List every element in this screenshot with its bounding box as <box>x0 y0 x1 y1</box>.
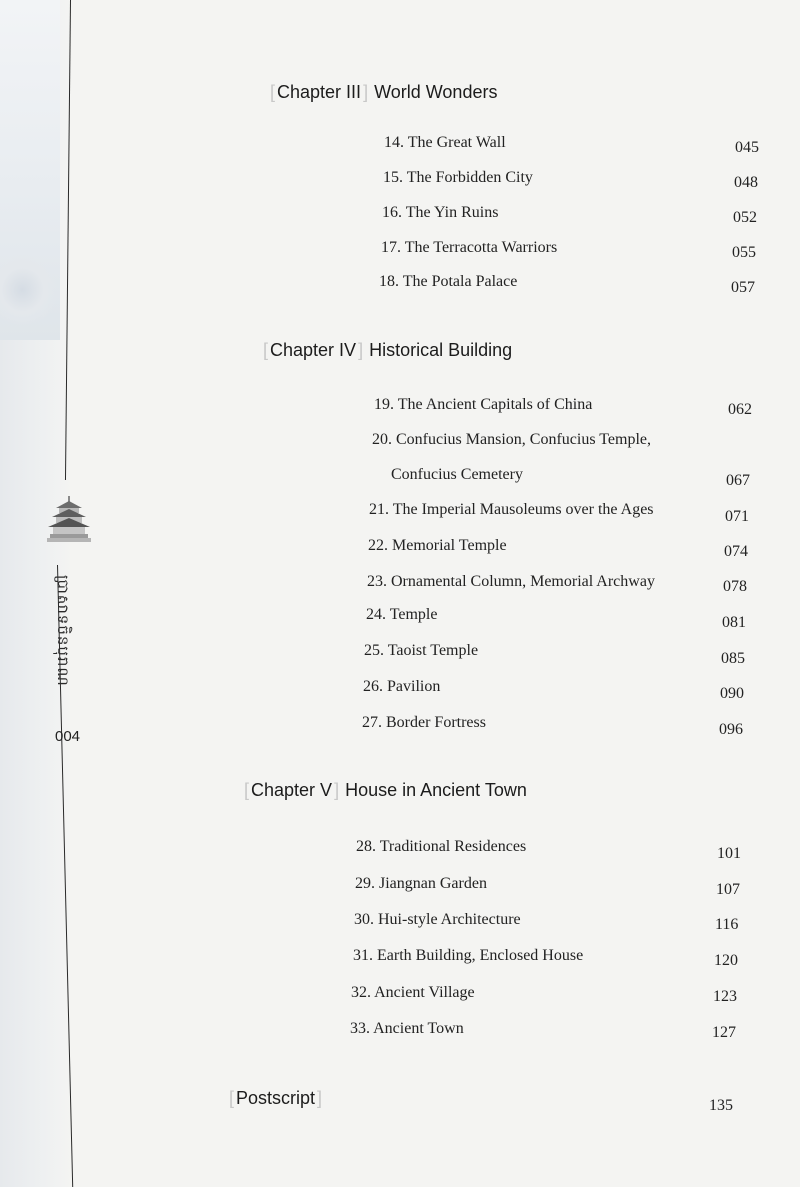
postscript-page-number: 135 <box>709 1097 733 1114</box>
chapter-title: Historical Building <box>369 340 513 360</box>
toc-page-number: 120 <box>714 952 738 969</box>
toc-page-number: 048 <box>734 174 758 191</box>
toc-entry-continuation: Confucius Cemetery <box>391 466 523 483</box>
toc-page-number: 057 <box>731 279 755 296</box>
book-title-vertical: ប្រាសាទចិនបុរាណ <box>54 575 72 687</box>
postscript-heading: [ Postscript ] <box>229 1088 323 1108</box>
postscript-label: Postscript <box>236 1088 316 1108</box>
toc-entry: 32. Ancient Village <box>351 984 475 1001</box>
toc-page-number: 090 <box>720 685 744 702</box>
chapter-title: World Wonders <box>374 82 498 102</box>
toc-entry: 17. The Terracotta Warriors <box>381 239 558 256</box>
toc-entry: 14. The Great Wall <box>384 134 506 151</box>
page-number: 004 <box>55 728 81 745</box>
toc-entry: 15. The Forbidden City <box>383 169 533 186</box>
toc-entry: 28. Traditional Residences <box>356 838 527 855</box>
chapter-label: Chapter IV <box>270 340 357 360</box>
chapter-heading: [ Chapter III ] World Wonders <box>270 82 498 102</box>
toc-entry: 23. Ornamental Column, Memorial Archway <box>367 573 655 590</box>
toc-page-number: 081 <box>722 614 746 631</box>
toc-page-number: 074 <box>724 543 748 560</box>
toc-entry: 25. Taoist Temple <box>364 642 479 659</box>
toc-entry: 31. Earth Building, Enclosed House <box>353 947 584 964</box>
toc-page-number: 078 <box>723 578 747 595</box>
toc-page-number: 107 <box>716 881 740 898</box>
toc-page-number: 127 <box>712 1024 736 1041</box>
toc-entry: 27. Border Fortress <box>362 714 486 731</box>
toc-entry: 20. Confucius Mansion, Confucius Temple, <box>372 431 652 448</box>
toc-entry: 19. The Ancient Capitals of China <box>374 396 593 413</box>
toc-entry: 22. Memorial Temple <box>368 537 507 554</box>
toc-entry: 21. The Imperial Mausoleums over the Ages <box>369 501 654 518</box>
toc-entry: 33. Ancient Town <box>350 1020 464 1037</box>
chapter-heading: [ Chapter IV ] Historical Building <box>263 340 513 360</box>
toc-page-number: 062 <box>728 401 752 418</box>
toc-page-number: 055 <box>732 244 756 261</box>
toc-page-number: 116 <box>715 916 739 933</box>
margin-rule-upper <box>39 0 71 480</box>
chapter-label: Chapter III <box>277 82 362 102</box>
toc-page-number: 067 <box>726 472 750 489</box>
toc-entry: 26. Pavilion <box>363 678 441 695</box>
toc-entry: 24. Temple <box>366 606 438 623</box>
toc-entry: 29. Jiangnan Garden <box>355 875 487 892</box>
temple-icon <box>46 494 92 550</box>
toc-page-number: 071 <box>725 508 749 525</box>
chapter-title: House in Ancient Town <box>345 780 527 800</box>
toc-page-number: 085 <box>721 650 745 667</box>
chapter-label: Chapter V <box>251 780 333 800</box>
toc-entry: 18. The Potala Palace <box>379 273 518 290</box>
toc-page-number: 123 <box>713 988 737 1005</box>
toc-entry: 16. The Yin Ruins <box>382 204 499 221</box>
toc-page-number: 045 <box>735 139 759 156</box>
toc-page-number: 101 <box>717 845 741 862</box>
toc-page-number: 052 <box>733 209 757 226</box>
chapter-heading: [ Chapter V ] House in Ancient Town <box>244 780 527 800</box>
toc-page-number: 096 <box>719 721 743 738</box>
toc-entry: 30. Hui-style Architecture <box>354 911 521 928</box>
